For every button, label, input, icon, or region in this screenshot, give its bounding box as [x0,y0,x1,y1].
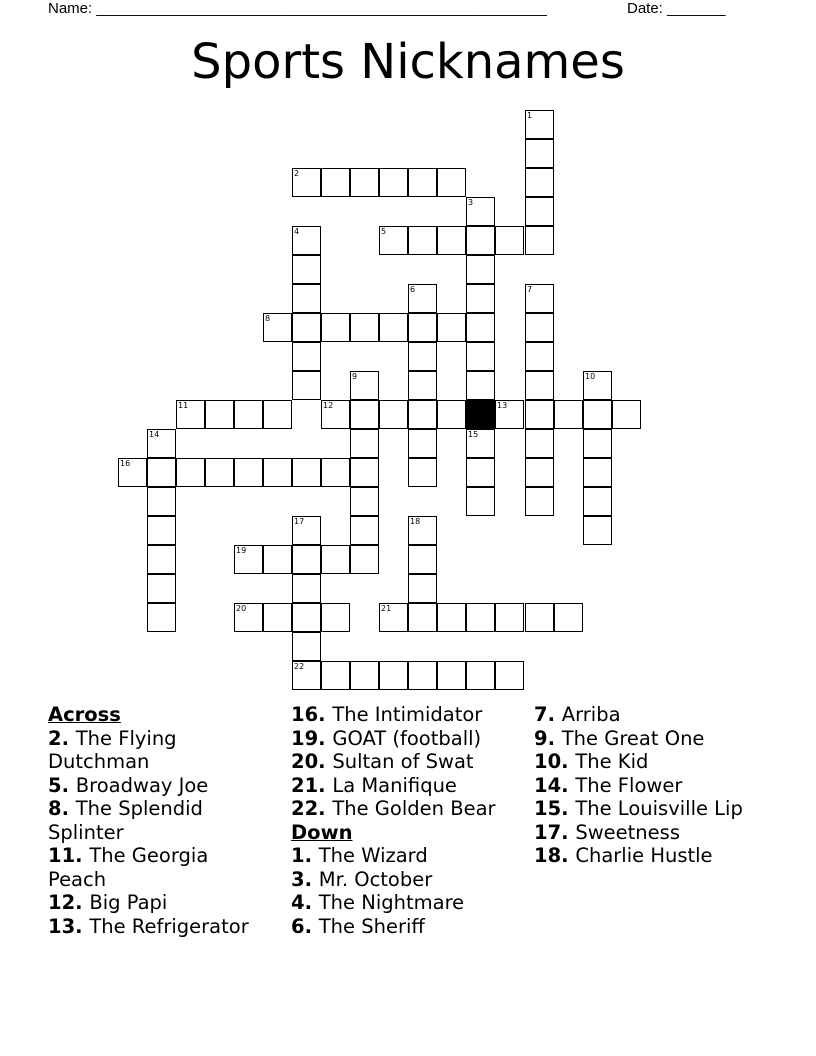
grid-cell[interactable] [292,458,321,487]
clue-number: 13 [497,401,508,410]
clue-number-label: 21. [291,773,333,797]
clue-text: The Refrigerator [89,914,249,938]
clue-text: Sultan of Swat [332,750,474,773]
clue-item [48,750,249,774]
clue-number-label: 22. [291,797,333,820]
clue-item [291,750,496,774]
grid-cell[interactable] [612,400,641,429]
grid-cell[interactable] [379,313,408,342]
grid-cell[interactable] [321,458,350,487]
clue-item [48,915,249,939]
clue-item [534,750,743,774]
grid-cell[interactable] [292,516,321,545]
grid-cell[interactable] [263,313,292,342]
clue-item [48,727,249,751]
grid-cell[interactable] [263,400,292,429]
clue-number-label: 2. [48,726,76,750]
grid-cell[interactable] [466,458,495,487]
clue-number-label: 18. [534,844,576,867]
grid-cell[interactable] [147,516,176,545]
grid-cell[interactable] [321,313,350,342]
grid-cell[interactable] [437,400,466,429]
clue-text: Dutchman [48,750,150,773]
grid-cell[interactable] [408,226,437,255]
grid-cell[interactable] [205,458,234,487]
name-field-label: Name: ______________________________________________________ [48,0,547,17]
grid-cell[interactable] [466,342,495,371]
clue-number-label: 7. [534,703,562,726]
clue-text: Sweetness [575,820,680,844]
clue-item [48,821,249,845]
grid-cell[interactable] [350,168,379,197]
grid-cell[interactable] [466,371,495,400]
clue-number: 22 [294,662,305,671]
clue-text: GOAT (football) [332,726,482,750]
grid-cell[interactable] [263,603,292,632]
grid-cell[interactable] [263,458,292,487]
grid-cell[interactable] [292,255,321,284]
page-title: Sports Nicknames [191,34,625,90]
clue-text: The Golden Bear [332,797,496,820]
grid-cell[interactable] [466,226,495,255]
clue-number: 11 [178,401,189,410]
grid-cell[interactable] [350,400,379,429]
clue-number: 19 [236,546,247,555]
clue-text: Broadway Joe [75,773,209,797]
grid-cell[interactable] [350,661,379,690]
grid-cell[interactable] [554,603,583,632]
clue-text: The Georgia [89,844,209,867]
clue-item [48,797,249,821]
clue-text: Charlie Hustle [575,844,713,867]
clue-text: The Flying [75,726,177,750]
grid-cell[interactable] [408,400,437,429]
grid-cell[interactable] [408,313,437,342]
clue-number-label: 12. [48,891,90,914]
clue-item [291,844,496,868]
grid-cell[interactable] [147,545,176,574]
grid-cell[interactable] [495,400,524,429]
grid-cell[interactable] [408,574,437,603]
grid-cell[interactable] [525,168,554,197]
clue-number: 8 [265,314,271,323]
clue-item [534,727,743,751]
clue-item [291,868,496,892]
grid-cell[interactable] [437,661,466,690]
grid-cell[interactable] [147,574,176,603]
grid-cell[interactable] [525,139,554,168]
grid-cell[interactable] [408,429,437,458]
grid-cell[interactable] [118,458,147,487]
clue-number: 16 [120,459,131,468]
grid-cell[interactable] [379,603,408,632]
grid-cell[interactable] [525,487,554,516]
clue-number: 12 [323,401,334,410]
clues-column-3 [534,703,743,868]
clue-number-label: 4. [291,891,319,914]
grid-cell[interactable] [466,487,495,516]
grid-cell[interactable] [437,226,466,255]
grid-cell[interactable] [466,313,495,342]
grid-cell[interactable] [437,603,466,632]
grid-cell[interactable] [583,487,612,516]
clue-number: 2 [294,169,300,178]
clue-number-label: 1. [291,844,319,867]
clue-item [534,774,743,798]
grid-cell[interactable] [466,603,495,632]
grid-cell[interactable] [263,545,292,574]
grid-cell[interactable] [525,603,554,632]
clue-text: La Manifique [332,773,457,797]
grid-cell[interactable] [525,313,554,342]
grid-cell[interactable] [350,313,379,342]
clue-number: 3 [468,198,474,207]
clue-number: 4 [294,227,300,236]
grid-cell[interactable] [292,603,321,632]
clue-item [48,774,249,798]
grid-cell[interactable] [408,603,437,632]
clue-number: 7 [527,285,533,294]
grid-cell[interactable] [495,661,524,690]
across-heading: Across [48,703,121,726]
clue-number-label: 20. [291,750,333,773]
grid-cell[interactable] [292,371,321,400]
grid-cell[interactable] [292,632,321,661]
grid-cell[interactable] [350,371,379,400]
clue-number: 17 [294,517,305,526]
clue-item [291,797,496,821]
grid-cell[interactable] [583,516,612,545]
grid-cell[interactable] [408,516,437,545]
grid-cell[interactable] [525,284,554,313]
clue-number-label: 13. [48,914,90,938]
grid-cell[interactable] [234,545,263,574]
grid-cell[interactable] [408,545,437,574]
grid-cell[interactable] [554,400,583,429]
clue-item [291,774,496,798]
grid-cell[interactable] [147,487,176,516]
grid-cell[interactable] [292,284,321,313]
clue-item [291,891,496,915]
grid-cell[interactable] [525,110,554,139]
clue-number: 21 [381,604,392,613]
grid-cell[interactable] [350,487,379,516]
clue-number-label: 15. [534,797,576,820]
clue-number-label: 3. [291,867,319,891]
clues-column-1 [48,703,249,938]
grid-cell[interactable] [408,342,437,371]
clue-item [534,844,743,868]
grid-cell[interactable] [466,661,495,690]
clue-text: Mr. October [318,867,433,891]
clue-number-label: 14. [534,773,576,797]
clue-text: The Nightmare [318,891,465,914]
grid-cell[interactable] [495,226,524,255]
clue-text: The Splendid [75,797,203,820]
grid-cell[interactable] [147,429,176,458]
clue-text: Splinter [48,820,124,844]
clues-column-2 [291,703,496,938]
grid-cell[interactable] [408,284,437,313]
grid-cell[interactable] [321,400,350,429]
grid-cell[interactable] [379,400,408,429]
grid-cell[interactable] [321,168,350,197]
clue-number-label: 6. [291,914,319,938]
clue-number: 6 [410,285,416,294]
grid-cell[interactable] [234,458,263,487]
clue-number: 15 [468,430,479,439]
grid-cell[interactable] [466,255,495,284]
grid-cell[interactable] [234,400,263,429]
clue-item [534,821,743,845]
grid-cell[interactable] [292,168,321,197]
clue-number: 14 [149,430,160,439]
grid-cell[interactable] [350,458,379,487]
clue-number: 9 [352,372,358,381]
clue-text: The Sheriff [318,914,425,938]
grid-cell[interactable] [321,545,350,574]
clue-item [291,727,496,751]
clue-text: The Flower [575,773,683,797]
clue-number: 20 [236,604,247,613]
grid-cell[interactable] [525,342,554,371]
clue-text: Arriba [561,703,621,726]
grid-cell[interactable] [525,371,554,400]
clue-number-label: 16. [291,703,333,726]
grid-cell[interactable] [466,284,495,313]
clue-item [534,797,743,821]
grid-cell[interactable] [350,516,379,545]
clue-text: The Wizard [318,844,428,867]
grid-cell[interactable] [292,342,321,371]
clue-item [48,844,249,868]
black-cell [466,400,495,429]
clue-item [48,891,249,915]
grid-cell[interactable] [437,168,466,197]
grid-cell[interactable] [437,313,466,342]
grid-cell[interactable] [408,661,437,690]
clue-text: The Kid [575,750,649,773]
grid-cell[interactable] [176,400,205,429]
grid-cell[interactable] [292,574,321,603]
clue-number: 10 [585,372,596,381]
grid-cell[interactable] [321,661,350,690]
grid-cell[interactable] [583,400,612,429]
grid-cell[interactable] [525,400,554,429]
clue-text: The Great One [561,726,705,750]
date-field-label: Date: _______ [627,0,726,17]
grid-cell[interactable] [525,226,554,255]
grid-cell[interactable] [147,458,176,487]
grid-cell[interactable] [292,226,321,255]
clue-number-label: 5. [48,773,76,797]
clue-number-label: 11. [48,844,90,867]
grid-cell[interactable] [466,197,495,226]
grid-cell[interactable] [379,661,408,690]
grid-cell[interactable] [466,429,495,458]
grid-cell[interactable] [583,371,612,400]
clue-number-label: 17. [534,820,576,844]
grid-cell[interactable] [234,603,263,632]
clue-text: Big Papi [89,891,168,914]
grid-cell[interactable] [408,371,437,400]
clue-item [291,703,496,727]
clue-number: 5 [381,227,387,236]
clue-number-label: 19. [291,726,333,750]
clue-number-label: 9. [534,726,562,750]
clue-number: 1 [527,111,533,120]
grid-cell[interactable] [147,603,176,632]
grid-cell[interactable] [350,429,379,458]
grid-cell[interactable] [292,545,321,574]
clue-number: 18 [410,517,421,526]
grid-cell[interactable] [176,458,205,487]
grid-cell[interactable] [379,226,408,255]
grid-cell[interactable] [583,458,612,487]
grid-cell[interactable] [495,603,524,632]
grid-cell[interactable] [525,429,554,458]
clue-text: Peach [48,867,107,891]
grid-cell[interactable] [408,458,437,487]
grid-cell[interactable] [292,313,321,342]
grid-cell[interactable] [350,545,379,574]
clue-number-label: 10. [534,750,576,773]
grid-cell[interactable] [525,197,554,226]
grid-cell[interactable] [205,400,234,429]
grid-cell[interactable] [292,661,321,690]
clue-item [48,868,249,892]
clue-item [291,915,496,939]
clue-number-label: 8. [48,797,76,820]
grid-cell[interactable] [525,458,554,487]
grid-cell[interactable] [379,168,408,197]
clue-item [534,703,743,727]
grid-cell[interactable] [583,429,612,458]
clue-text: The Louisville Lip [575,797,743,820]
clue-text: The Intimidator [332,703,483,726]
down-heading: Down [291,820,353,844]
grid-cell[interactable] [408,168,437,197]
grid-cell[interactable] [321,603,350,632]
